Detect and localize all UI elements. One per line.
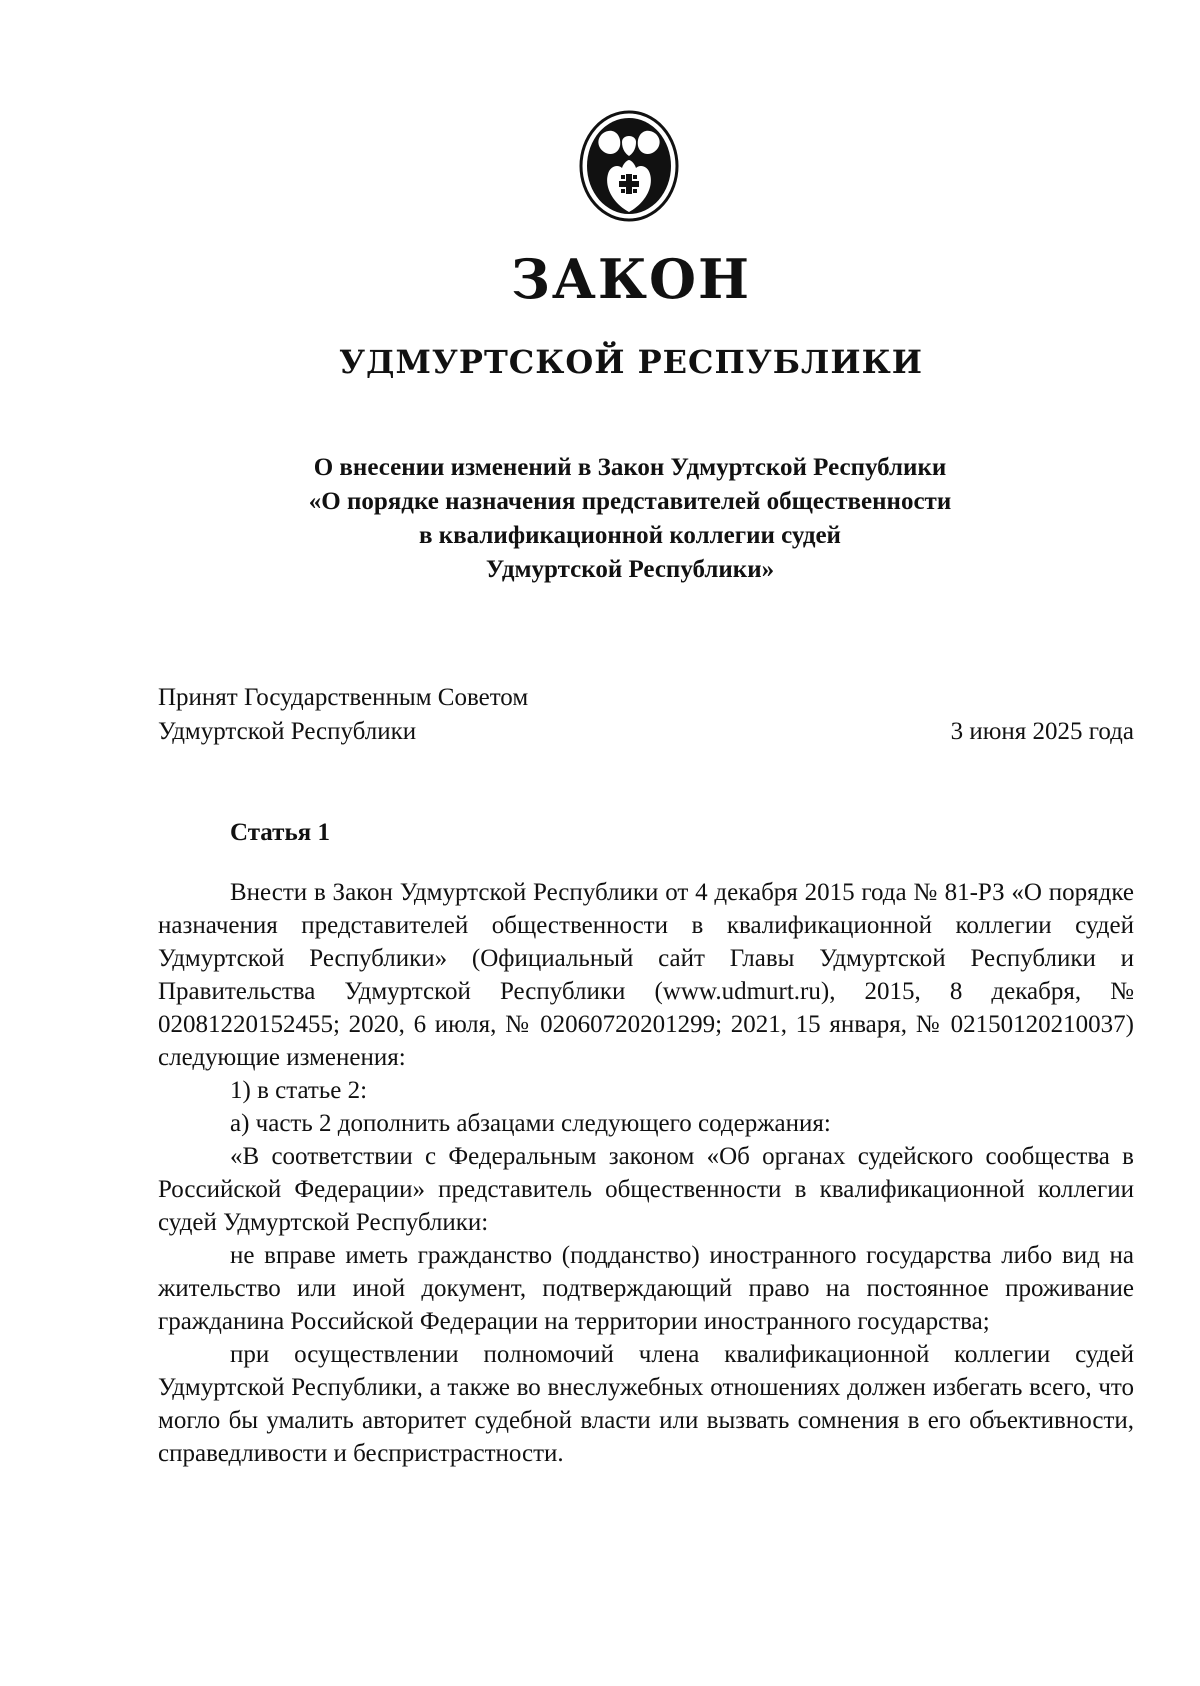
article-paragraph: а) часть 2 дополнить абзацами следующего содержания: — [230, 1110, 831, 1137]
adoption-date: 3 июня 2025 года — [950, 718, 1134, 745]
article-paragraph: Внести в Закон Удмуртской Республики от 4 декабря 2015 года № 81-РЗ «О порядке назначения представителей общественности в квалификационной коллегии судей Удмуртской Республики» (Официальный сайт Главы Удмуртской Республики и Правительства Удмуртской Республики (www.udmurt.ru), 2015, 8 декабря, № 02081220152455; 2020, 6 июля, № 02060720201299; 2021, 15 января, № 02150120210037) следующие изменения: — [158, 879, 1134, 1071]
article-body — [158, 876, 1134, 1470]
document-subtitle: УДМУРТСКОЙ РЕСПУБЛИКИ — [339, 343, 923, 381]
law-heading-line: в квалификационной коллегии судей — [419, 522, 841, 549]
law-heading-line: «О порядке назначения представителей общественности — [308, 488, 952, 515]
law-heading-line: О внесении изменений в Закон Удмуртской Республики — [313, 454, 947, 481]
adoption-block — [158, 681, 1134, 749]
article-paragraph: при осуществлении полномочий члена квалификационной коллегии судей Удмуртской Республики, а также во внеслужебных отношениях должен избегать всего, что могло бы умалить авторитет судебной власти или вызвать сомнения в его объективности, справедливости и беспристрастности. — [158, 1341, 1134, 1467]
article-title: Статья 1 — [230, 819, 330, 846]
adoption-line: Удмуртской Республики — [158, 718, 417, 745]
udmurt-emblem-icon — [574, 108, 684, 224]
adoption-line: Принят Государственным Советом — [158, 684, 529, 711]
law-heading — [180, 451, 1080, 587]
article-paragraph: «В соответствии с Федеральным законом «Об органах судейского сообщества в Российской Федерации» представитель общественности в квалификационной коллегии судей Удмуртской Республики: — [158, 1143, 1134, 1236]
article-paragraph: не вправе иметь гражданство (подданство) иностранного государства либо вид на жительство или иной документ, подтверждающий право на постоянное проживание гражданина Российской Федерации на территории иностранного государства; — [158, 1242, 1134, 1335]
law-heading-line: Удмуртской Республики» — [485, 556, 775, 583]
article-paragraph: 1) в статье 2: — [230, 1077, 368, 1104]
document-title: ЗАКОН — [510, 247, 752, 311]
